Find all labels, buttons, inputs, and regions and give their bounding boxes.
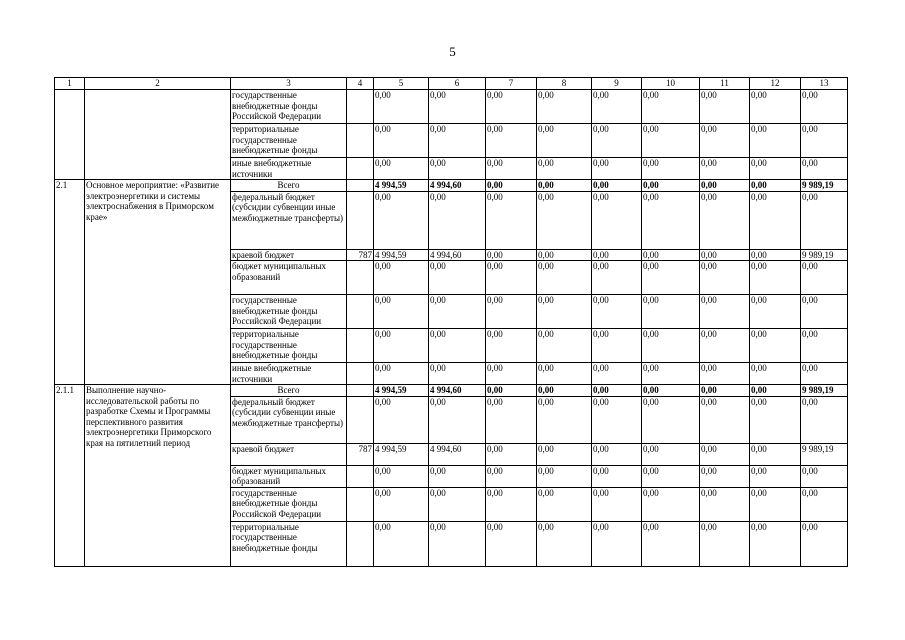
- amount-cell: 0,00: [592, 295, 642, 329]
- amount-cell: 0,00: [700, 158, 750, 180]
- amount-cell: 0,00: [750, 191, 801, 249]
- funding-source: иные внебюджетные источники: [231, 363, 347, 385]
- total-row: [55, 180, 848, 192]
- amount-cell: 9 989,19: [801, 180, 848, 192]
- funding-source: Всего: [231, 385, 347, 397]
- amount-cell: 0,00: [537, 396, 592, 443]
- budget-code: [347, 363, 374, 385]
- amount-cell: 0,00: [700, 487, 750, 521]
- amount-cell: 0,00: [486, 521, 537, 566]
- amount-cell: 0,00: [801, 363, 848, 385]
- amount-cell: 0,00: [700, 396, 750, 443]
- amount-cell: 0,00: [700, 295, 750, 329]
- budget-code: [347, 465, 374, 487]
- amount-cell: 0,00: [537, 158, 592, 180]
- amount-cell: 0,00: [486, 487, 537, 521]
- amount-cell: 0,00: [592, 385, 642, 397]
- funding-source: территориальные государственные внебюджетные фонды: [231, 521, 347, 566]
- amount-cell: 0,00: [750, 521, 801, 566]
- amount-cell: 0,00: [592, 90, 642, 124]
- amount-cell: 0,00: [537, 465, 592, 487]
- budget-code: [347, 385, 374, 397]
- amount-cell: 0,00: [429, 521, 486, 566]
- budget-code: [347, 329, 374, 363]
- funding-source: государственные внебюджетные фонды Российской Федерации: [231, 295, 347, 329]
- amount-cell: 0,00: [486, 249, 537, 261]
- amount-cell: 0,00: [374, 521, 429, 566]
- amount-cell: 0,00: [700, 191, 750, 249]
- amount-cell: 0,00: [537, 443, 592, 465]
- amount-cell: 0,00: [429, 261, 486, 295]
- amount-cell: 4 994,60: [429, 180, 486, 192]
- column-header: 2: [85, 78, 231, 90]
- amount-cell: 0,00: [429, 191, 486, 249]
- item-number: 2.1: [55, 180, 85, 385]
- amount-cell: 0,00: [429, 295, 486, 329]
- amount-cell: 0,00: [642, 443, 700, 465]
- column-header: 12: [750, 78, 801, 90]
- amount-cell: 0,00: [750, 295, 801, 329]
- budget-code: [347, 158, 374, 180]
- item-name: Выполнение научно-исследовательской работы по разработке Схемы и Программы перспективного развития электроэнергетики Приморского края на пятилетний период: [85, 385, 231, 567]
- total-row: [55, 385, 848, 397]
- amount-cell: 9 989,19: [801, 443, 848, 465]
- amount-cell: 9 989,19: [801, 385, 848, 397]
- column-header: 4: [347, 78, 374, 90]
- amount-cell: 0,00: [537, 295, 592, 329]
- amount-cell: 0,00: [537, 521, 592, 566]
- amount-cell: 0,00: [750, 363, 801, 385]
- amount-cell: 0,00: [429, 90, 486, 124]
- amount-cell: 4 994,59: [374, 180, 429, 192]
- funding-source: бюджет муниципальных образований: [231, 465, 347, 487]
- amount-cell: 0,00: [537, 90, 592, 124]
- column-header-row: [55, 78, 848, 90]
- amount-cell: 0,00: [537, 180, 592, 192]
- amount-cell: 0,00: [486, 158, 537, 180]
- amount-cell: 0,00: [592, 396, 642, 443]
- amount-cell: 0,00: [750, 124, 801, 158]
- amount-cell: 0,00: [642, 396, 700, 443]
- amount-cell: 0,00: [486, 180, 537, 192]
- amount-cell: 0,00: [700, 363, 750, 385]
- amount-cell: 0,00: [374, 487, 429, 521]
- amount-cell: 0,00: [642, 261, 700, 295]
- amount-cell: 0,00: [801, 90, 848, 124]
- amount-cell: 0,00: [537, 363, 592, 385]
- amount-cell: 0,00: [592, 180, 642, 192]
- funding-source: федеральный бюджет (субсидии субвенции иные межбюджетные трансферты): [231, 396, 347, 443]
- amount-cell: 0,00: [537, 191, 592, 249]
- amount-cell: 0,00: [429, 396, 486, 443]
- amount-cell: 0,00: [750, 443, 801, 465]
- amount-cell: 0,00: [750, 487, 801, 521]
- budget-code: [347, 521, 374, 566]
- amount-cell: 0,00: [429, 487, 486, 521]
- amount-cell: 0,00: [642, 329, 700, 363]
- amount-cell: 0,00: [537, 124, 592, 158]
- amount-cell: 0,00: [801, 261, 848, 295]
- funding-source: государственные внебюджетные фонды Российской Федерации: [231, 487, 347, 521]
- amount-cell: 0,00: [374, 295, 429, 329]
- amount-cell: 0,00: [642, 249, 700, 261]
- budget-code: [347, 90, 374, 124]
- budget-code: 787: [347, 443, 374, 465]
- funding-source: государственные внебюджетные фонды Российской Федерации: [231, 90, 347, 124]
- budget-code: [347, 124, 374, 158]
- amount-cell: 0,00: [486, 465, 537, 487]
- amount-cell: 0,00: [750, 261, 801, 295]
- budget-code: [347, 191, 374, 249]
- amount-cell: 0,00: [486, 443, 537, 465]
- amount-cell: 0,00: [642, 180, 700, 192]
- amount-cell: 0,00: [374, 363, 429, 385]
- amount-cell: 0,00: [642, 385, 700, 397]
- column-header: 1: [55, 78, 85, 90]
- amount-cell: 0,00: [750, 249, 801, 261]
- budget-code: [347, 295, 374, 329]
- amount-cell: 0,00: [429, 329, 486, 363]
- amount-cell: 0,00: [642, 124, 700, 158]
- amount-cell: 0,00: [750, 396, 801, 443]
- amount-cell: 0,00: [486, 191, 537, 249]
- amount-cell: 0,00: [700, 124, 750, 158]
- amount-cell: 0,00: [374, 396, 429, 443]
- column-header: 8: [537, 78, 592, 90]
- amount-cell: 0,00: [374, 90, 429, 124]
- budget-code: [347, 396, 374, 443]
- amount-cell: 0,00: [374, 465, 429, 487]
- amount-cell: 0,00: [486, 295, 537, 329]
- amount-cell: 0,00: [801, 124, 848, 158]
- amount-cell: 0,00: [429, 124, 486, 158]
- amount-cell: 4 994,59: [374, 443, 429, 465]
- amount-cell: 0,00: [537, 261, 592, 295]
- amount-cell: 0,00: [429, 363, 486, 385]
- amount-cell: 0,00: [486, 363, 537, 385]
- amount-cell: 0,00: [801, 191, 848, 249]
- funding-source: краевой бюджет: [231, 249, 347, 261]
- amount-cell: 0,00: [801, 158, 848, 180]
- amount-cell: 0,00: [592, 465, 642, 487]
- amount-cell: 9 989,19: [801, 249, 848, 261]
- budget-code: [347, 487, 374, 521]
- amount-cell: 0,00: [592, 124, 642, 158]
- amount-cell: 0,00: [486, 90, 537, 124]
- amount-cell: 0,00: [801, 465, 848, 487]
- amount-cell: 0,00: [537, 385, 592, 397]
- amount-cell: 0,00: [750, 465, 801, 487]
- column-header: 11: [700, 78, 750, 90]
- amount-cell: 0,00: [592, 443, 642, 465]
- amount-cell: 0,00: [700, 443, 750, 465]
- amount-cell: 0,00: [537, 329, 592, 363]
- column-header: 9: [592, 78, 642, 90]
- item-number: [55, 90, 85, 180]
- amount-cell: 4 994,59: [374, 385, 429, 397]
- amount-cell: 0,00: [429, 465, 486, 487]
- column-header: 5: [374, 78, 429, 90]
- amount-cell: 0,00: [537, 249, 592, 261]
- amount-cell: 0,00: [537, 487, 592, 521]
- amount-cell: 0,00: [486, 261, 537, 295]
- amount-cell: 4 994,60: [429, 443, 486, 465]
- amount-cell: 0,00: [486, 385, 537, 397]
- amount-cell: 0,00: [642, 465, 700, 487]
- budget-table-body: [55, 78, 848, 567]
- amount-cell: 0,00: [374, 261, 429, 295]
- amount-cell: 0,00: [374, 124, 429, 158]
- amount-cell: 0,00: [642, 521, 700, 566]
- amount-cell: 0,00: [592, 191, 642, 249]
- amount-cell: 0,00: [592, 249, 642, 261]
- amount-cell: 0,00: [750, 158, 801, 180]
- amount-cell: 0,00: [801, 295, 848, 329]
- funding-source: краевой бюджет: [231, 443, 347, 465]
- amount-cell: 0,00: [700, 261, 750, 295]
- amount-cell: 0,00: [592, 329, 642, 363]
- amount-cell: 0,00: [592, 261, 642, 295]
- budget-table: [54, 77, 848, 567]
- page-number: 5: [449, 44, 456, 59]
- amount-cell: 0,00: [374, 191, 429, 249]
- budget-code: [347, 261, 374, 295]
- amount-cell: 0,00: [801, 329, 848, 363]
- amount-cell: 0,00: [642, 158, 700, 180]
- amount-cell: 0,00: [642, 295, 700, 329]
- budget-code: 787: [347, 249, 374, 261]
- amount-cell: 0,00: [700, 90, 750, 124]
- funding-source: территориальные государственные внебюджетные фонды: [231, 124, 347, 158]
- amount-cell: 0,00: [486, 124, 537, 158]
- column-header: 3: [231, 78, 347, 90]
- amount-cell: 0,00: [700, 180, 750, 192]
- funding-source: территориальные государственные внебюджетные фонды: [231, 329, 347, 363]
- item-name: [85, 90, 231, 180]
- amount-cell: 4 994,59: [374, 249, 429, 261]
- amount-cell: 0,00: [592, 158, 642, 180]
- amount-cell: 0,00: [374, 329, 429, 363]
- column-header: 7: [486, 78, 537, 90]
- item-number: 2.1.1: [55, 385, 85, 567]
- amount-cell: 4 994,60: [429, 385, 486, 397]
- amount-cell: 0,00: [801, 487, 848, 521]
- budget-code: [347, 180, 374, 192]
- funding-source: федеральный бюджет (субсидии субвенции иные межбюджетные трансферты): [231, 191, 347, 249]
- amount-cell: 0,00: [592, 521, 642, 566]
- amount-cell: 0,00: [750, 180, 801, 192]
- amount-cell: 0,00: [700, 521, 750, 566]
- amount-cell: 0,00: [486, 329, 537, 363]
- funding-row: [55, 90, 848, 124]
- funding-source: бюджет муниципальных образований: [231, 261, 347, 295]
- amount-cell: 0,00: [486, 396, 537, 443]
- amount-cell: 0,00: [700, 329, 750, 363]
- amount-cell: 0,00: [801, 396, 848, 443]
- amount-cell: 0,00: [750, 329, 801, 363]
- amount-cell: 0,00: [642, 90, 700, 124]
- column-header: 13: [801, 78, 848, 90]
- amount-cell: 0,00: [750, 385, 801, 397]
- amount-cell: 0,00: [700, 465, 750, 487]
- amount-cell: 0,00: [642, 487, 700, 521]
- amount-cell: 0,00: [801, 521, 848, 566]
- amount-cell: 0,00: [642, 363, 700, 385]
- amount-cell: 0,00: [374, 158, 429, 180]
- amount-cell: 4 994,60: [429, 249, 486, 261]
- amount-cell: 0,00: [700, 249, 750, 261]
- item-name: Основное мероприятие: «Развитие электроэнергетики и системы электроснабжения в Приморском крае»: [85, 180, 231, 385]
- funding-source: Всего: [231, 180, 347, 192]
- amount-cell: 0,00: [592, 487, 642, 521]
- amount-cell: 0,00: [700, 385, 750, 397]
- funding-source: иные внебюджетные источники: [231, 158, 347, 180]
- amount-cell: 0,00: [592, 363, 642, 385]
- column-header: 10: [642, 78, 700, 90]
- amount-cell: 0,00: [429, 158, 486, 180]
- column-header: 6: [429, 78, 486, 90]
- amount-cell: 0,00: [750, 90, 801, 124]
- amount-cell: 0,00: [642, 191, 700, 249]
